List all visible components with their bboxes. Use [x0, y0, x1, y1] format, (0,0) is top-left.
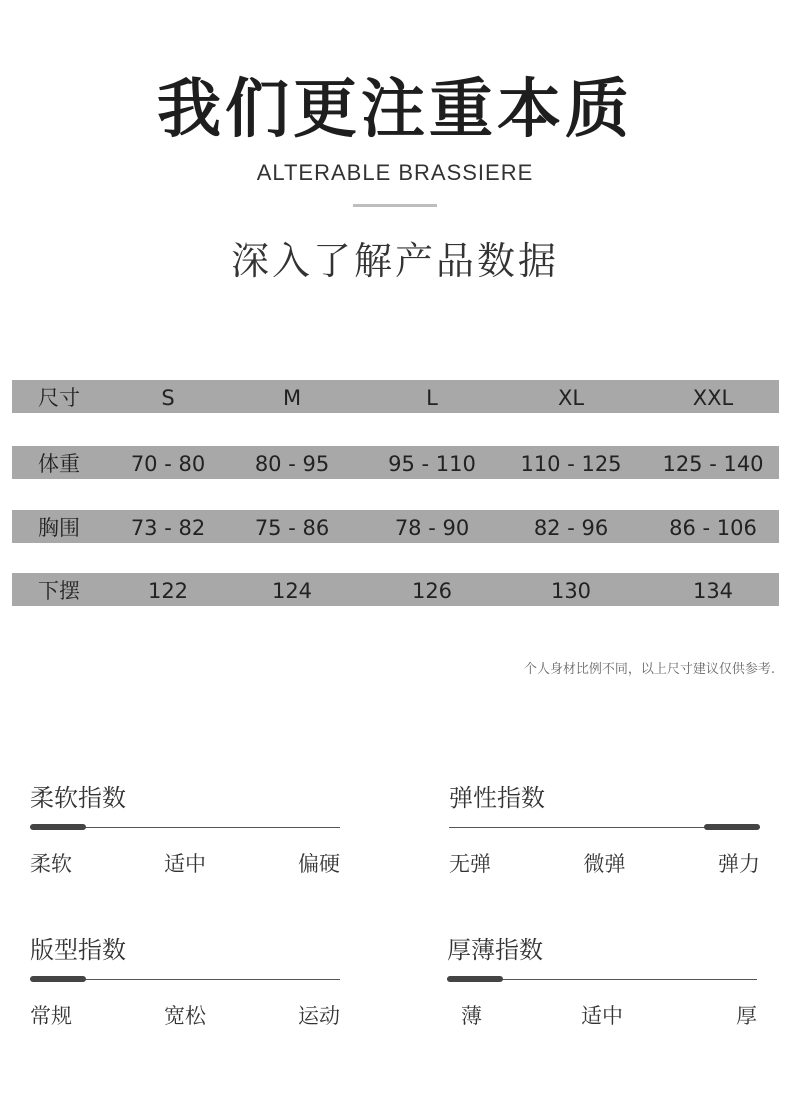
- hem-cell: 124: [271, 579, 313, 603]
- index-label-mid: 适中: [581, 1004, 623, 1028]
- bust-cell: 73 - 82: [130, 516, 206, 540]
- row-label-hem: 下摆: [38, 579, 80, 603]
- size-cell: L: [426, 386, 438, 410]
- hem-row: [12, 573, 779, 606]
- size-cell: M: [282, 386, 302, 410]
- index-label-right: 厚: [736, 1004, 757, 1028]
- size-table: [12, 380, 779, 610]
- index-title: 版型指数: [30, 936, 126, 964]
- row-label-size: 尺寸: [38, 386, 80, 410]
- hem-cell: 130: [550, 579, 592, 603]
- weight-row: [12, 446, 779, 479]
- index-marker: [704, 824, 760, 830]
- index-title: 弹性指数: [449, 784, 545, 812]
- weight-cell: 70 - 80: [130, 452, 206, 476]
- bust-row: [12, 510, 779, 543]
- index-label-right: 偏硬: [298, 852, 340, 876]
- hem-cell: 126: [411, 579, 453, 603]
- hem-cell: 122: [147, 579, 189, 603]
- fit-index: [30, 930, 340, 1028]
- index-label-mid: 微弹: [583, 852, 626, 876]
- weight-cell: 80 - 95: [254, 452, 330, 476]
- section-title: 深入了解产品数据: [230, 239, 559, 283]
- english-subtitle: ALTERABLE BRASSIERE: [256, 160, 534, 185]
- row-label-bust: 胸围: [38, 516, 80, 540]
- size-cell: XL: [557, 386, 585, 410]
- index-label-left: 薄: [461, 1004, 482, 1028]
- size-header-row: [12, 380, 779, 413]
- row-label-weight: 体重: [38, 452, 80, 476]
- thickness-index: [447, 930, 757, 1028]
- bust-cell: 86 - 106: [669, 516, 757, 540]
- bust-cell: 75 - 86: [254, 516, 330, 540]
- index-label-mid: 适中: [164, 852, 206, 876]
- weight-cell: 95 - 110: [388, 452, 476, 476]
- index-marker: [447, 976, 503, 982]
- page-title: 我们更注重本质: [157, 73, 633, 147]
- index-label-left: 常规: [30, 1004, 72, 1028]
- bust-cell: 78 - 90: [394, 516, 470, 540]
- index-label-left: 无弹: [449, 852, 491, 876]
- index-label-left: 柔软: [30, 852, 72, 876]
- size-note: 个人身材比例不同，以上尺寸建议仅供参考.: [523, 662, 775, 677]
- index-label-right: 运动: [298, 1004, 340, 1028]
- index-label-mid: 宽松: [164, 1004, 206, 1028]
- weight-cell: 125 - 140: [662, 452, 764, 476]
- index-title: 柔软指数: [30, 784, 126, 812]
- size-cell: S: [161, 386, 175, 410]
- softness-index: [30, 778, 340, 876]
- weight-cell: 110 - 125: [520, 452, 622, 476]
- title-divider: [353, 204, 437, 207]
- bust-cell: 82 - 96: [533, 516, 609, 540]
- index-title: 厚薄指数: [447, 936, 543, 964]
- index-marker: [30, 976, 86, 982]
- size-cell: XXL: [692, 386, 734, 410]
- hem-cell: 134: [692, 579, 734, 603]
- index-marker: [30, 824, 86, 830]
- elasticity-index: [449, 778, 760, 876]
- index-label-right: 弹力: [718, 852, 760, 876]
